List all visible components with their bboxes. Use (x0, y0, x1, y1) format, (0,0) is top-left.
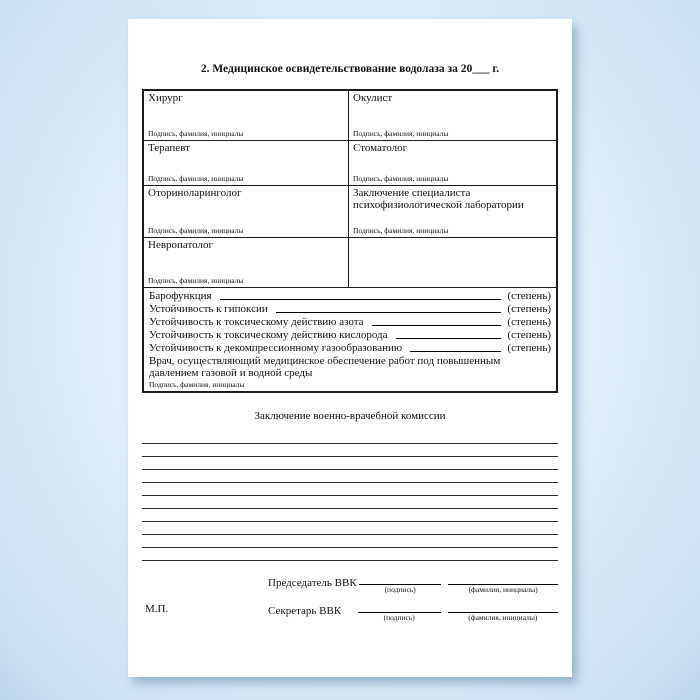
signature-row-chairman: Председатель ВВК (подпись) (фамилия, инициалы) (142, 576, 558, 595)
cell-surgeon (144, 91, 349, 141)
signature-note: Подпись, фамилия, инициалы (148, 174, 244, 183)
cell-neuropathologist (144, 238, 349, 288)
cell-title: Стоматолог (353, 142, 408, 154)
cell-otolaryngologist (144, 186, 349, 238)
signature-note: Подпись, фамилия, инициалы (353, 174, 449, 183)
cell-title: Невропатолог (148, 239, 214, 251)
table-row (144, 186, 556, 238)
signature-line (448, 604, 558, 613)
signature-row-secretary: Секретарь ВВК (подпись) (фамилия, инициалы) (142, 604, 558, 623)
signatures-section (142, 576, 558, 623)
table-row (144, 238, 556, 288)
signature-note: Подпись, фамилия, инициалы (148, 276, 244, 285)
cell-therapist (144, 141, 349, 186)
blank-line (142, 535, 558, 548)
resistance-row-decompression: Устойчивость к декомпрессионному газообразованию (степень) (149, 342, 551, 354)
resistance-row-hypoxia: Устойчивость к гипоксии (степень) (149, 303, 551, 315)
signature-note: Подпись, фамилия, инициалы (148, 129, 244, 138)
stamp-placeholder: М.П. (145, 603, 169, 615)
fill-in-line (220, 290, 502, 300)
signature-line (448, 576, 558, 585)
signature-line (358, 604, 441, 613)
cell-psychophysiology-lab (349, 186, 556, 238)
conclusion-heading: Заключение военно-врачебной комиссии (254, 410, 446, 422)
cell-title: Окулист (353, 92, 393, 104)
resistance-section (144, 288, 556, 354)
fill-in-line (276, 303, 502, 313)
blank-line (142, 444, 558, 457)
resistance-row-oxygen: Устойчивость к токсическому действию кислорода (степень) (149, 329, 551, 341)
table-row (144, 91, 556, 141)
cell-title: Оториноларинголог (148, 187, 242, 199)
blank-line (142, 496, 558, 509)
signature-note: Подпись, фамилия, инициалы (353, 226, 449, 235)
signature-role: Председатель ВВК (268, 577, 357, 589)
specialist-table (142, 89, 558, 393)
supervising-doctor-block: Врач, осуществляющий медицинское обеспечение работ под повышенным давлением газовой и водной среды Подпись, фамилия, инициалы (144, 354, 556, 391)
blank-line (142, 483, 558, 496)
cell-title: Хирург (148, 92, 183, 104)
blank-line (142, 522, 558, 535)
fill-in-line (396, 329, 502, 339)
cell-title: Терапевт (148, 142, 190, 154)
resistance-row-nitrogen: Устойчивость к токсическому действию азота (степень) (149, 316, 551, 328)
signature-note: Подпись, фамилия, инициалы (353, 129, 449, 138)
conclusion-lines (142, 431, 558, 561)
table-row (144, 141, 556, 186)
blank-line (142, 457, 558, 470)
resistance-row-barofunction: Барофункция (степень) (149, 290, 551, 302)
cell-empty (349, 238, 556, 288)
signature-note: Подпись, фамилия, инициалы (149, 380, 245, 389)
fill-in-line (372, 316, 502, 326)
blank-line (142, 509, 558, 522)
cell-title: Заключение специалиста психофизиологической лаборатории (353, 187, 524, 211)
signature-note: Подпись, фамилия, инициалы (148, 226, 244, 235)
signature-line (359, 576, 441, 585)
cell-dentist (349, 141, 556, 186)
page-title: 2. Медицинское освидетельствование водолаза за 20___ г. (200, 63, 500, 75)
cell-oculist (349, 91, 556, 141)
blank-line (142, 470, 558, 483)
blank-line (142, 431, 558, 444)
fill-in-line (410, 342, 501, 352)
document-page (128, 19, 572, 677)
signature-role: Секретарь ВВК (268, 605, 342, 617)
blank-line (142, 548, 558, 561)
